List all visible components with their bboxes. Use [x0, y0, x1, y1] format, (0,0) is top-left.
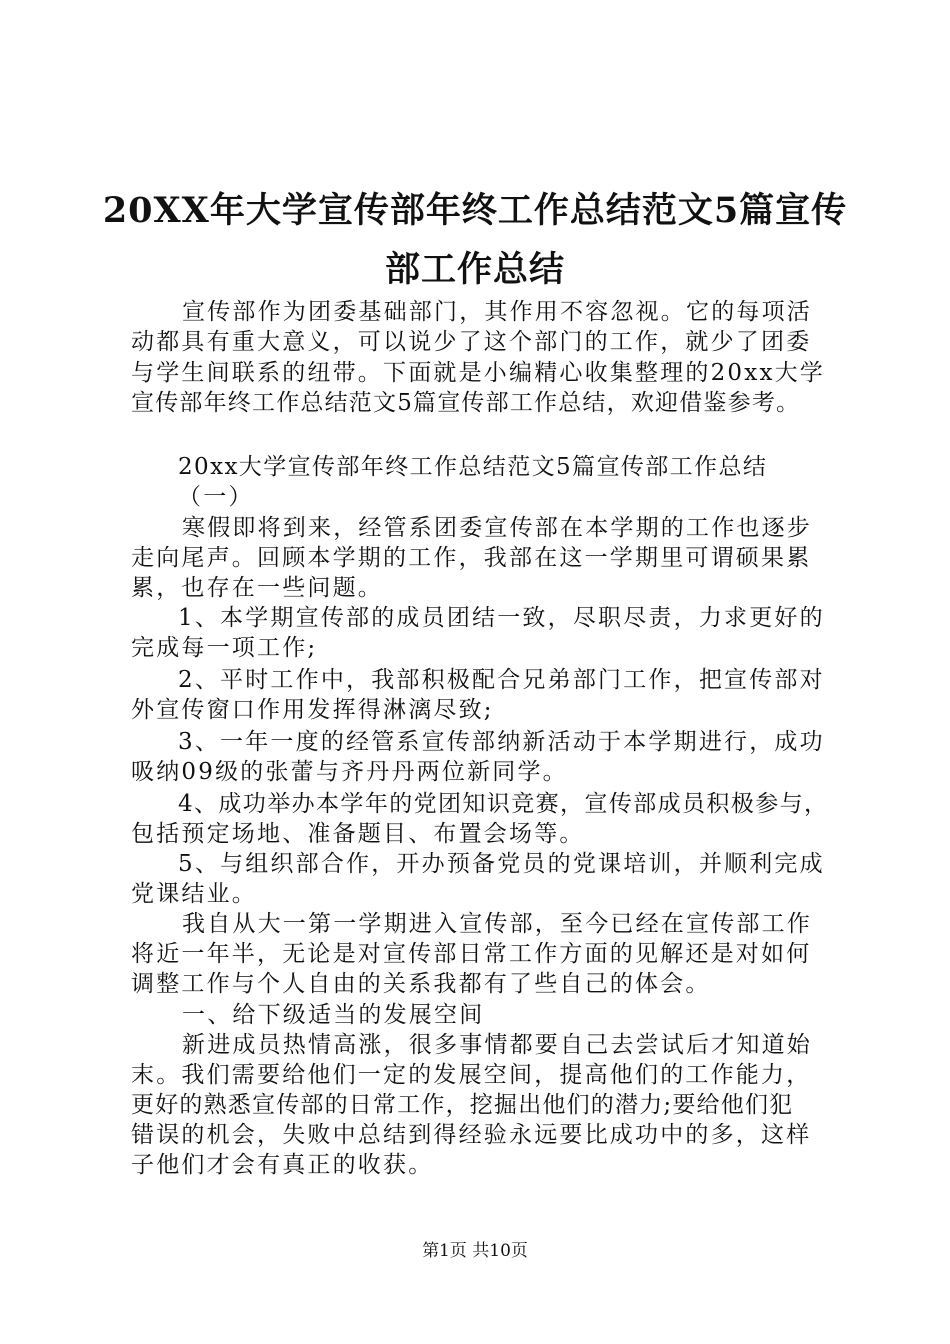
list-item-continuation: 吸纳09级的张蕾与齐丹丹两位新同学。	[131, 759, 568, 785]
document-title-line-2: 部工作总结	[384, 249, 565, 290]
body-line: 寒假即将到来，经管系团委宣传部在本学期的工作也逐步	[182, 515, 812, 541]
list-item: 5、与组织部合作，开办预备党员的党课培训，并顺利完成	[178, 851, 825, 877]
body-line: 走向尾声。回顾本学期的工作，我部在这一学期里可谓硕果累	[131, 545, 812, 571]
body-line: 累，也存在一些问题。	[131, 575, 383, 601]
body-line: 将近一年半，无论是对宣传部日常工作方面的见解还是对如何	[131, 941, 812, 967]
body-line: 更好的熟悉宣传部的日常工作，挖掘出他们的潜力;要给他们犯	[131, 1092, 794, 1118]
list-item: 1、本学期宣传部的成员团结一致，尽职尽责，力求更好的	[178, 605, 825, 631]
body-line: 宣传部年终工作总结范文5篇宣传部工作总结，欢迎借鉴参考。	[131, 390, 801, 416]
body-line: 我自从大一第一学期进入宣传部，至今已经在宣传部工作	[182, 911, 812, 937]
body-line: 错误的机会，失败中总结到得经验永远要比成功中的多，这样	[131, 1122, 812, 1148]
body-line: 调整工作与个人自由的关系我都有了些自己的体会。	[131, 971, 711, 997]
body-line: 末。我们需要给他们一定的发展空间，提高他们的工作能力，	[131, 1062, 812, 1088]
list-item-continuation: 包括预定场地、准备题目、布置会场等。	[131, 821, 585, 847]
list-item: 4、成功举办本学年的党团知识竞赛，宣传部成员积极参与，	[178, 791, 829, 817]
section-heading-number: （一）	[178, 484, 254, 510]
list-item-continuation: 完成每一项工作;	[131, 635, 318, 661]
document-title-line-1: 20XX年大学宣传部年终工作总结范文5篇宣传	[102, 190, 848, 231]
body-line: 与学生间联系的纽带。下面就是小编精心收集整理的20xx大学	[131, 360, 826, 386]
body-line: 新进成员热情高涨，很多事情都要自己去尝试后才知道始	[182, 1032, 812, 1058]
list-item: 3、一年一度的经管系宣传部纳新活动于本学期进行，成功	[178, 729, 825, 755]
body-line: 动都具有重大意义，可以说少了这个部门的工作，就少了团委	[131, 329, 812, 355]
body-line: 宣传部作为团委基础部门，其作用不容忽视。它的每项活	[182, 299, 812, 325]
body-line: 子他们才会有真正的收获。	[131, 1152, 434, 1178]
page-number-footer: 第1页 共10页	[422, 1241, 528, 1261]
list-item-continuation: 外宣传窗口作用发挥得淋漓尽致;	[131, 697, 494, 723]
section-heading: 20xx大学宣传部年终工作总结范文5篇宣传部工作总结	[178, 454, 768, 480]
list-item-continuation: 党课结业。	[131, 881, 257, 907]
list-item: 2、平时工作中，我部积极配合兄弟部门工作，把宣传部对	[178, 667, 825, 693]
subsection-heading: 一、给下级适当的发展空间	[182, 1002, 485, 1028]
